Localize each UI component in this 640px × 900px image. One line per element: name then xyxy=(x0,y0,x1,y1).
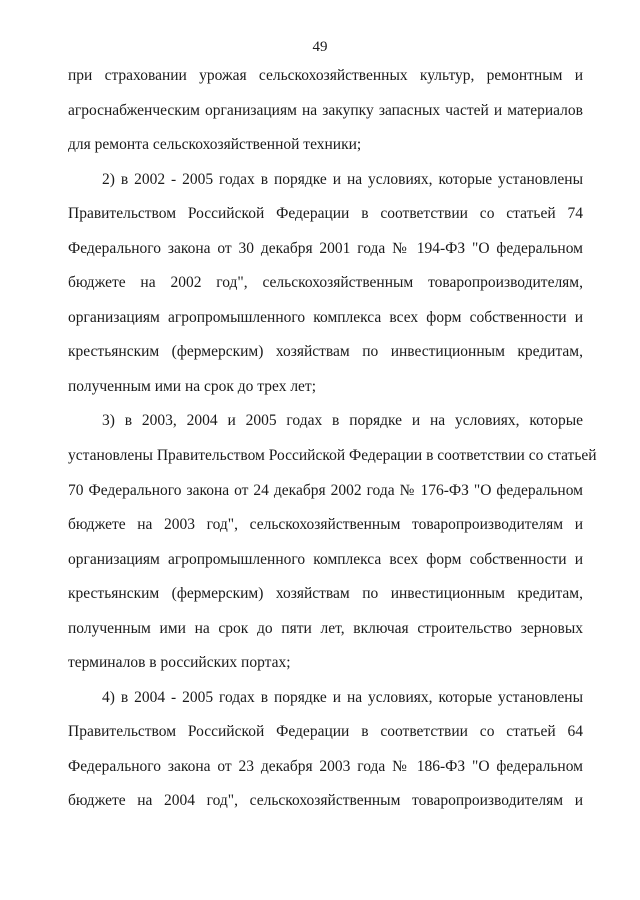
paragraph-continuation xyxy=(68,64,583,168)
text-line: для ремонта сельскохозяйственной техники; xyxy=(68,136,362,154)
text-line: Федерального закона от 30 декабря 2001 года № 194-ФЗ "О федеральном xyxy=(68,239,583,257)
text-line: бюджете на 2002 год", сельскохозяйственным товаропроизводителям, xyxy=(68,274,583,292)
text-line: полученным ими на срок до пяти лет, включая строительство зерновых xyxy=(68,619,583,637)
text-line: 2) в 2002 - 2005 годах в порядке и на условиях, которые установлены xyxy=(102,170,583,188)
paragraph-item-2 xyxy=(68,168,583,410)
text-line: установлены Правительством Российской Федерации в соответствии со статьей xyxy=(68,447,597,465)
text-line: полученным ими на срок до трех лет; xyxy=(68,377,317,395)
text-line: организациям агропромышленного комплекса всех форм собственности и xyxy=(68,550,583,568)
paragraph-item-4 xyxy=(68,686,583,824)
text-line: 4) в 2004 - 2005 годах в порядке и на условиях, которые установлены xyxy=(102,688,583,706)
text-line: Правительством Российской Федерации в соответствии со статьей 64 xyxy=(68,723,583,741)
text-line: 3) в 2003, 2004 и 2005 годах в порядке и на условиях, которые xyxy=(102,412,583,430)
text-line: крестьянским (фермерским) хозяйствам по инвестиционным кредитам, xyxy=(68,585,583,603)
text-line: Федерального закона от 23 декабря 2003 года № 186-ФЗ "О федеральном xyxy=(68,757,583,775)
page-number: 49 xyxy=(312,39,328,55)
text-line: при страховании урожая сельскохозяйственных культур, ремонтным и xyxy=(68,67,583,84)
text-line: бюджете на 2003 год", сельскохозяйственным товаропроизводителям и xyxy=(68,516,583,534)
text-line: терминалов в российских портах; xyxy=(68,654,291,672)
text-line: Правительством Российской Федерации в соответствии со статьей 74 xyxy=(68,205,583,223)
text-line: организациям агропромышленного комплекса всех форм собственности и xyxy=(68,308,583,326)
text-line: крестьянским (фермерским) хозяйствам по инвестиционным кредитам, xyxy=(68,343,583,361)
text-line: 70 Федерального закона от 24 декабря 2002 года № 176-ФЗ "О федеральном xyxy=(68,481,583,499)
document-body xyxy=(68,64,597,824)
paragraph-item-3 xyxy=(68,409,597,685)
text-line: бюджете на 2004 год", сельскохозяйственным товаропроизводителям и xyxy=(68,792,583,810)
text-line: агроснабженческим организациям на закупку запасных частей и материалов xyxy=(68,101,583,119)
